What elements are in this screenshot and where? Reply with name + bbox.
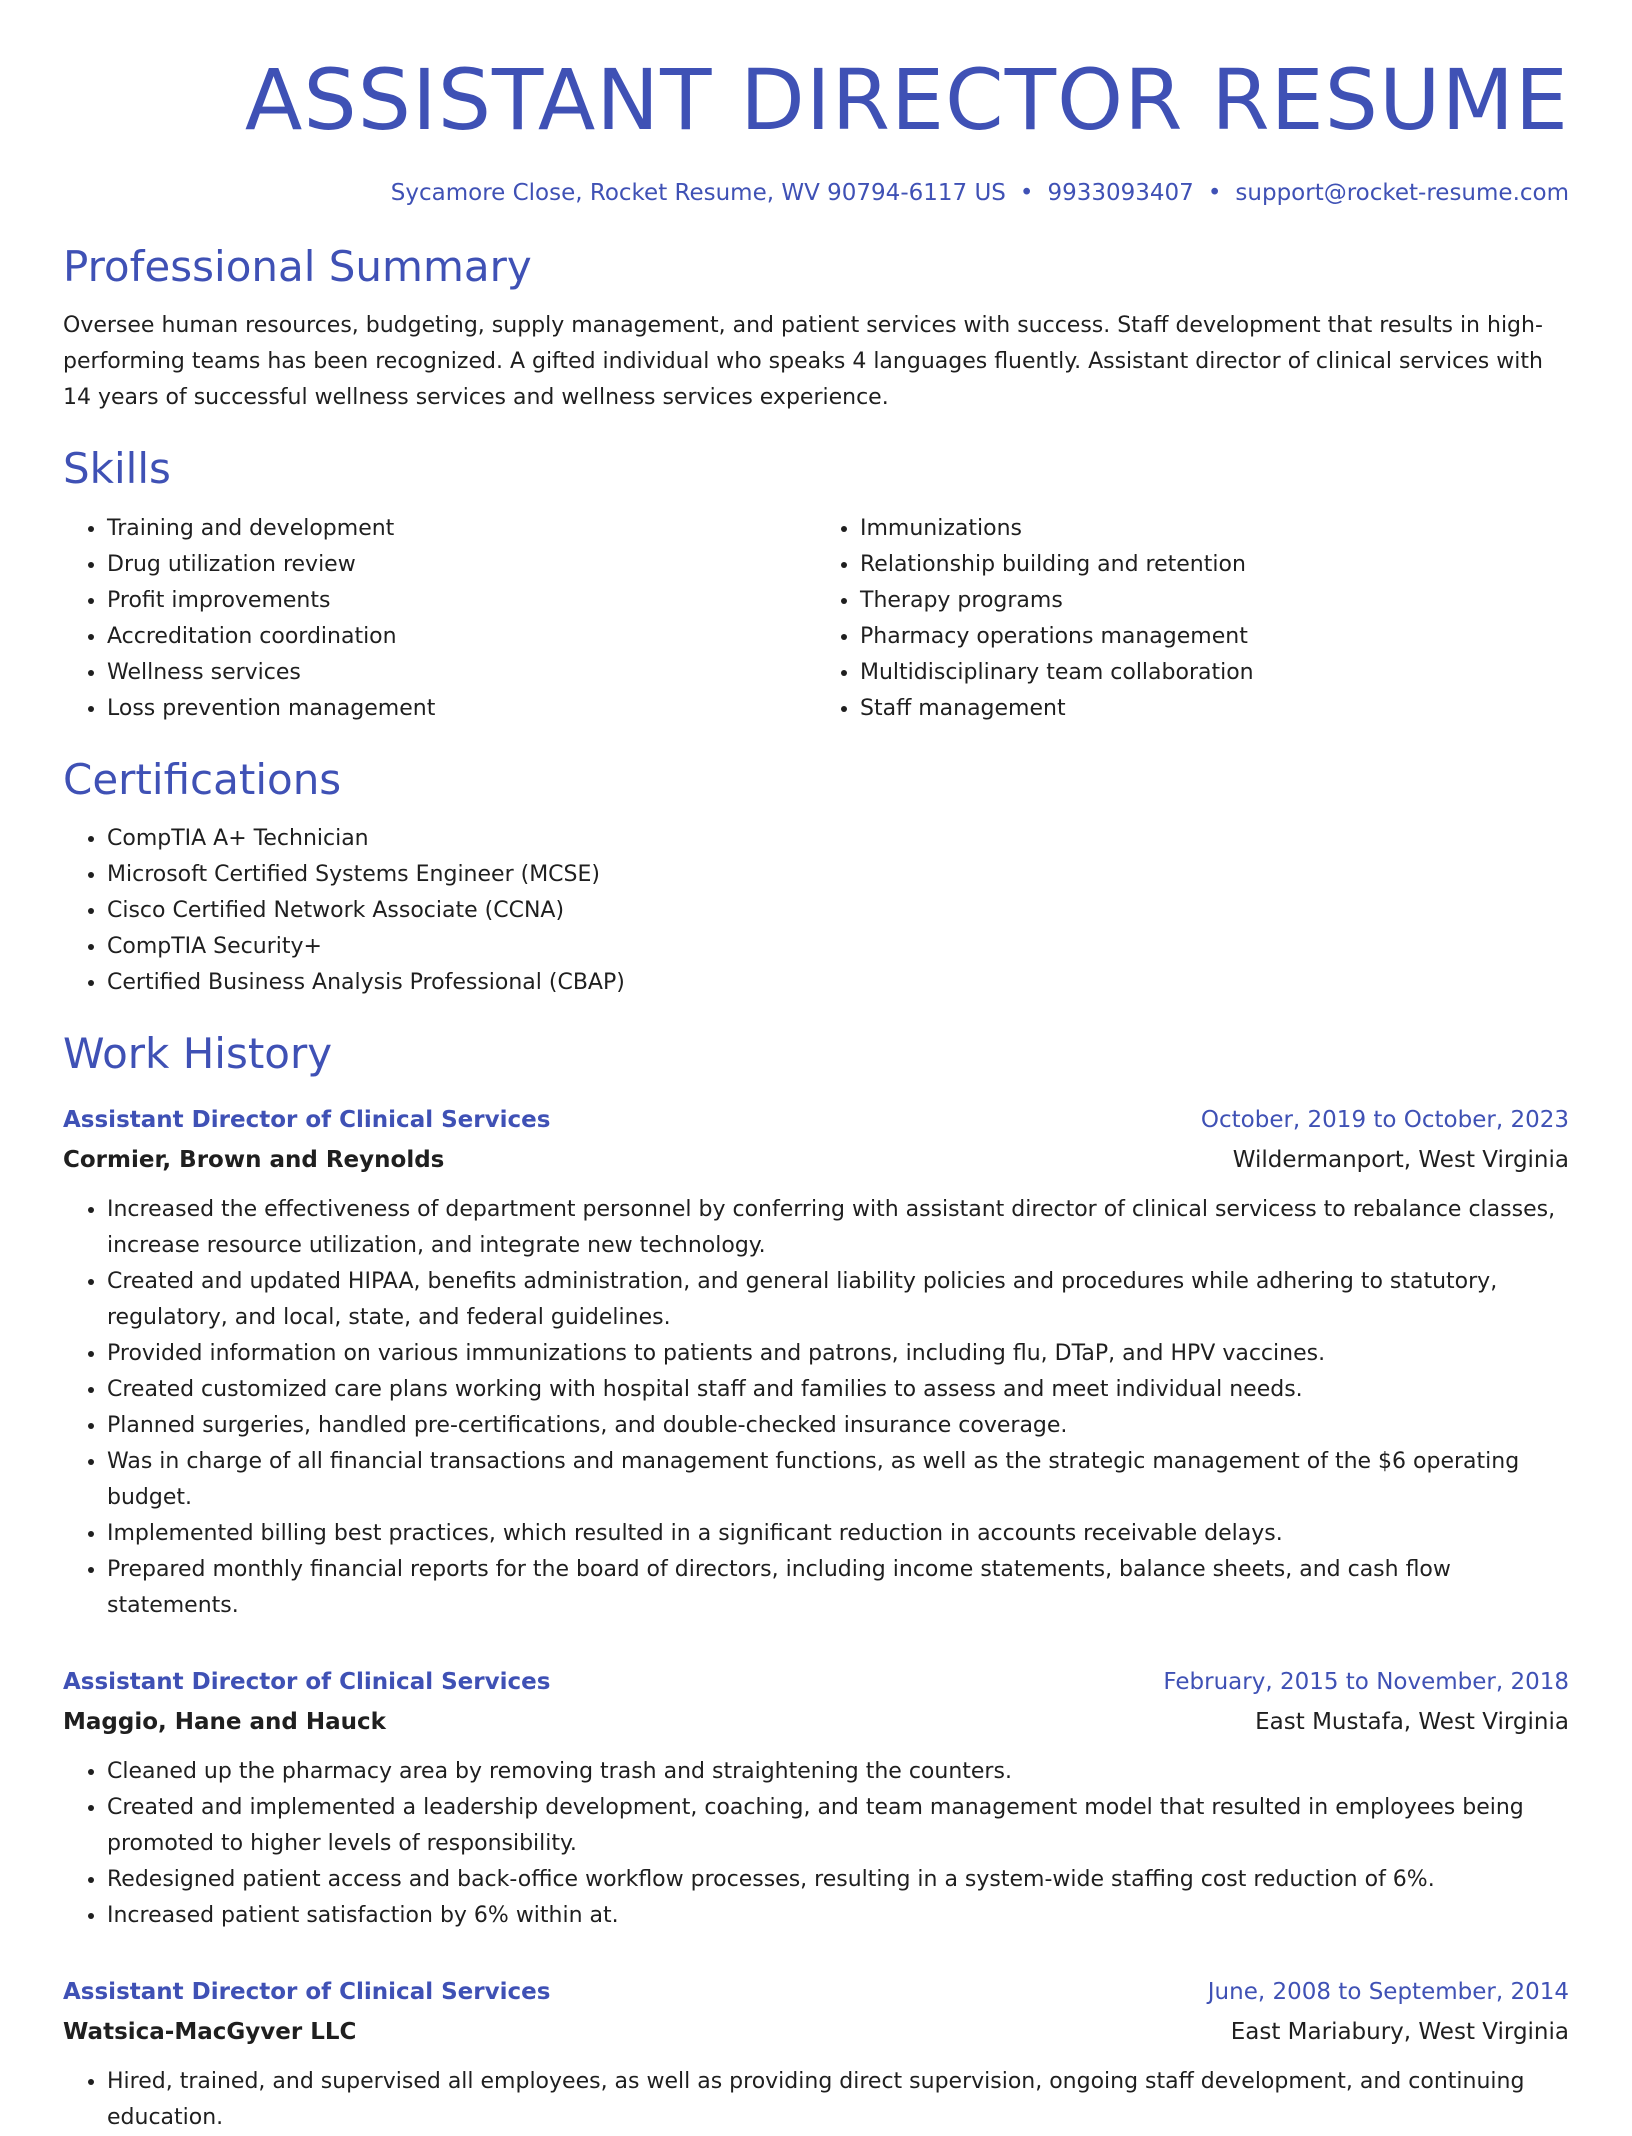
job-header-row [63,1100,1569,1140]
job-location: East Mariabury, West Virginia [1230,2018,1569,2045]
job-title: Assistant Director of Clinical Services [63,1106,551,1133]
job-bullet: • Implemented billing best practices, which resulted in a significant reduction in accounts receivable delays. [107,1516,1569,1552]
job-company: Maggio, Hane and Hauck [63,1708,386,1735]
job-header-row [63,1972,1569,2012]
certifications-list [63,821,1569,1001]
skills-columns [63,495,1569,727]
contact-line [63,180,1569,206]
summary-section [63,242,1569,416]
job-bullet: • Created and implemented a leadership development, coaching, and team management model that resulted in employees being promoted to higher levels of responsibility. [107,1790,1569,1862]
contact-separator: • [1207,180,1222,206]
skill-item: • Therapy programs [860,583,1569,619]
work-history-heading: Work History [63,1029,333,1079]
skill-item: • Wellness services [107,655,816,691]
job-company-row [63,2012,1569,2052]
work-history-section [63,1029,1569,2135]
job-company: Watsica-MacGyver LLC [63,2018,357,2045]
skill-item: • Drug utilization review [107,547,816,583]
job-bullet: • Prepared monthly financial reports for the board of directors, including income statements, balance sheets, and cash flow statements. [107,1552,1569,1624]
contact-email[interactable]: support@rocket-resume.com [1235,180,1569,206]
contact-phone: 9933093407 [1047,180,1194,206]
job-dates: June, 2008 to September, 2014 [1207,1978,1569,2005]
skills-list-right [816,511,1569,727]
job-dates: October, 2019 to October, 2023 [1200,1106,1569,1133]
skill-item: • Training and development [107,511,816,547]
job-bullet: • Was in charge of all financial transactions and management functions, as well as the strategic management of the $6 operating budget. [107,1444,1569,1516]
job-company-row [63,1702,1569,1742]
job-bullet: • Planned surgeries, handled pre-certifications, and double-checked insurance coverage. [107,1408,1569,1444]
job-bullet: • Created and updated HIPAA, benefits administration, and general liability policies and procedures while adhering to statutory, regulatory, and local, state, and federal guidelines. [107,1264,1569,1336]
job-bullets [63,1754,1569,1934]
job-bullet: • Cleaned up the pharmacy area by removing trash and straightening the counters. [107,1754,1569,1790]
certification-item: • Cisco Certified Network Associate (CCNA) [107,893,1569,929]
job-entry [63,1972,1569,2136]
certifications-heading: Certifications [63,754,342,804]
certification-item: • Microsoft Certified Systems Engineer (MCSE) [107,857,1569,893]
skill-item: • Multidisciplinary team collaboration [860,655,1569,691]
job-company: Cormier, Brown and Reynolds [63,1146,445,1173]
job-title: Assistant Director of Clinical Services [63,1668,551,1695]
job-company-row [63,1140,1569,1180]
job-bullet: • Hired, trained, and supervised all employees, as well as providing direct supervision, ongoing staff development, and continuing education. [107,2064,1569,2136]
skill-item: • Immunizations [860,511,1569,547]
job-bullet: • Increased the effectiveness of department personnel by conferring with assistant director of clinical servicess to rebalance classes, increase resource utilization, and integrate new technology. [107,1192,1569,1264]
skill-item: • Staff management [860,691,1569,727]
job-location: East Mustafa, West Virginia [1255,1708,1569,1735]
skills-heading: Skills [63,444,171,494]
job-bullet: • Provided information on various immunizations to patients and patrons, including flu, DTaP, and HPV vaccines. [107,1336,1569,1372]
job-dates: February, 2015 to November, 2018 [1163,1668,1569,1695]
certification-item: • Certified Business Analysis Professional (CBAP) [107,965,1569,1001]
contact-separator: • [1019,180,1034,206]
job-location: Wildermanport, West Virginia [1232,1146,1569,1173]
skill-item: • Accreditation coordination [107,619,816,655]
job-entry [63,1100,1569,1624]
job-header-row [63,1662,1569,1702]
skills-section [63,444,1569,726]
skill-item: • Relationship building and retention [860,547,1569,583]
skill-item: • Loss prevention management [107,691,816,727]
summary-heading: Professional Summary [63,242,532,291]
job-bullet: • Increased patient satisfaction by 6% within at. [107,1898,1569,1934]
job-bullet: • Created customized care plans working with hospital staff and families to assess and meet individual needs. [107,1372,1569,1408]
certification-item: • CompTIA Security+ [107,929,1569,965]
skills-list-left [63,511,816,727]
summary-text: Oversee human resources, budgeting, supply management, and patient services with success. Staff development that results in high-performing teams has been recognized. A gifted individual who speaks 4 languages fluently. Assistant director of clinical services with 14 years of successful wellness services and wellness services experience. [63,313,1543,411]
job-bullets [63,2064,1569,2136]
resume-title: ASSISTANT DIRECTOR RESUME [244,51,1569,149]
job-entry [63,1662,1569,1934]
certification-item: • CompTIA A+ Technician [107,821,1569,857]
skill-item: • Profit improvements [107,583,816,619]
job-bullet: • Redesigned patient access and back-office workflow processes, resulting in a system-wide staffing cost reduction of 6%. [107,1862,1569,1898]
skill-item: • Pharmacy operations management [860,619,1569,655]
certifications-section [63,755,1569,1001]
contact-address: Sycamore Close, Rocket Resume, WV 90794-6117 US [390,180,1006,206]
job-bullets [63,1192,1569,1624]
job-title: Assistant Director of Clinical Services [63,1978,551,2005]
